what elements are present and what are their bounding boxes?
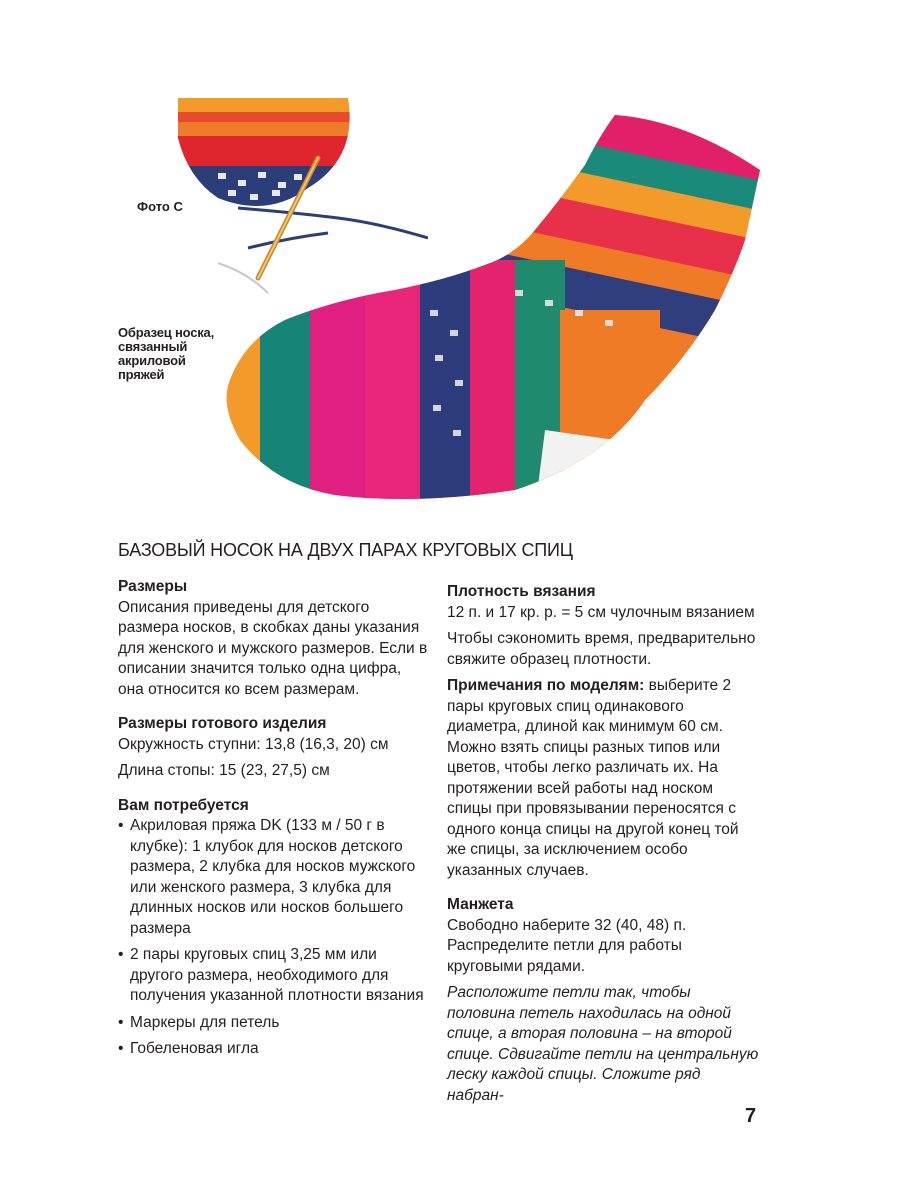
page-title: БАЗОВЫЙ НОСОК НА ДВУХ ПАРАХ КРУГОВЫХ СПИЦ <box>118 540 573 560</box>
finished-size-heading: Размеры готового изделия <box>118 715 327 732</box>
photo-c-caption: Фото C <box>137 199 183 214</box>
page-number: 7 <box>745 1105 757 1127</box>
list-item: • Акриловая пряжа DK (133 м / 50 г в клубке): 1 клубок для носков детского размера, 2 клубка для носков мужского или женского размера, 3 клубка для длинных носков или носков большего размера <box>118 816 428 939</box>
list-item: • Гобеленовая игла <box>118 1039 428 1060</box>
foot-length: Длина стопы: 15 (23, 27,5) см <box>118 762 330 779</box>
materials-heading: Вам потребуется <box>118 796 249 814</box>
gauge-text: 12 п. и 17 кр. р. = 5 см чулочным вязанием <box>447 603 755 621</box>
gauge-note: Чтобы сэкономить время, предварительно свяжите образец плотности. <box>447 630 756 668</box>
gauge-heading: Плотность вязания <box>447 583 596 600</box>
list-item: • 2 пары круговых спиц 3,25 мм или другого размера, необходимого для получения указанной плотности вязания <box>118 945 428 1007</box>
materials-list <box>118 816 428 1060</box>
right-column <box>447 582 759 1106</box>
model-notes-text: выберите 2 пары круговых спиц одинакового диаметра, длиной как минимум 60 см. Можно взять спицы разных типов или цветов, чтобы легко различать их. На протяжении всей работы над носком спицы при провязывании переносятся с одного конца спицы на другой конец той же спицы, за исключением особо указанных случаев. <box>447 677 739 879</box>
left-column <box>118 577 428 1066</box>
sizes-heading: Размеры <box>118 578 188 595</box>
list-item: • Маркеры для петель <box>118 1013 428 1034</box>
model-notes <box>447 676 759 881</box>
foot-circumference: Окружность ступни: 13,8 (16,3, 20) см <box>118 735 389 753</box>
sock-photo-image <box>215 110 785 530</box>
cuff-italic-text: Расположите петли так, чтобы половина петель находилась на одной спице, а вторая половина – на второй спице. Сдвигайте петли на центральную леску каждой спицы. Сложите ряд набран- <box>447 984 759 1104</box>
cuff-heading: Манжета <box>447 896 514 913</box>
model-notes-lead: Примечания по моделям: <box>447 677 645 694</box>
cuff-text: Свободно наберите 32 (40, 48) п. Распределите петли для работы круговыми рядами. <box>447 916 687 975</box>
sizes-text: Описания приведены для детского размера носков, в скобках даны указания для женского и мужского размеров. Если в описании значится только одна цифра, она относится ко всем размерам. <box>118 598 428 698</box>
sock-sample-caption: Образец носка, связанный акриловой пряжей <box>118 325 214 382</box>
